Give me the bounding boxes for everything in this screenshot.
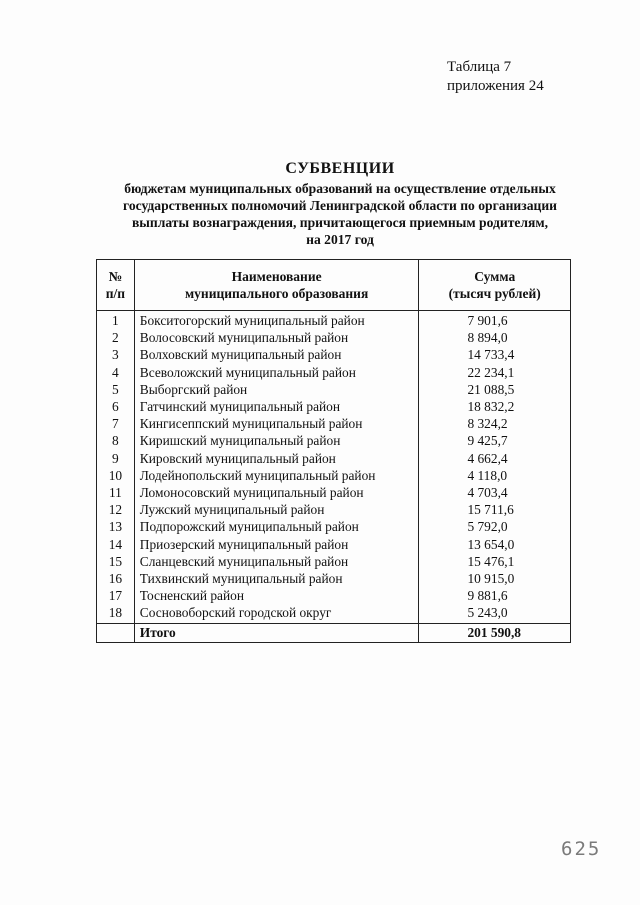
municipality-name: Тосненский район xyxy=(134,587,419,604)
row-number: 3 xyxy=(97,346,135,363)
row-sum: 15 476,1 xyxy=(419,553,571,570)
row-sum: 14 733,4 xyxy=(419,346,571,363)
row-number: 18 xyxy=(97,604,135,623)
table-header-row xyxy=(97,260,571,311)
municipality-name: Приозерский муниципальный район xyxy=(134,536,419,553)
row-number: 1 xyxy=(97,311,135,330)
table-row xyxy=(97,398,571,415)
municipality-name: Выборгский район xyxy=(134,381,419,398)
header-name xyxy=(134,260,419,311)
row-sum: 15 711,6 xyxy=(419,501,571,518)
header-num-line: п/п xyxy=(105,286,126,301)
header-name-line: муниципального образования xyxy=(184,286,369,301)
total-num xyxy=(97,623,135,642)
header-name-line: Наименование xyxy=(231,269,322,284)
table-row xyxy=(97,518,571,535)
total-label: Итого xyxy=(134,623,419,642)
municipality-name: Лодейнопольский муниципальный район xyxy=(134,467,419,484)
row-number: 17 xyxy=(97,587,135,604)
total-row xyxy=(97,623,571,642)
row-number: 6 xyxy=(97,398,135,415)
municipality-name: Волховский муниципальный район xyxy=(134,346,419,363)
municipality-name: Волосовский муниципальный район xyxy=(134,329,419,346)
table-row xyxy=(97,432,571,449)
table-row xyxy=(97,381,571,398)
row-number: 8 xyxy=(97,432,135,449)
heading-line: на 2017 год xyxy=(306,232,374,247)
header-sum-line: (тысяч рублей) xyxy=(448,286,541,301)
municipality-name: Гатчинский муниципальный район xyxy=(134,398,419,415)
row-number: 7 xyxy=(97,415,135,432)
row-sum: 8 324,2 xyxy=(419,415,571,432)
table-row xyxy=(97,570,571,587)
row-sum: 9 881,6 xyxy=(419,587,571,604)
row-sum: 21 088,5 xyxy=(419,381,571,398)
row-number: 11 xyxy=(97,484,135,501)
municipality-name: Бокситогорский муниципальный район xyxy=(134,311,419,330)
table-row xyxy=(97,553,571,570)
row-sum: 5 243,0 xyxy=(419,604,571,623)
municipality-name: Ломоносовский муниципальный район xyxy=(134,484,419,501)
row-number: 13 xyxy=(97,518,135,535)
header-num xyxy=(97,260,135,311)
table-row xyxy=(97,467,571,484)
municipality-name: Всеволожский муниципальный район xyxy=(134,364,419,381)
row-number: 10 xyxy=(97,467,135,484)
table-row xyxy=(97,450,571,467)
table-row xyxy=(97,311,571,330)
heading-line: выплаты вознаграждения, причитающегося приемным родителям, xyxy=(131,215,549,230)
row-number: 15 xyxy=(97,553,135,570)
row-number: 5 xyxy=(97,381,135,398)
row-sum: 4 662,4 xyxy=(419,450,571,467)
heading-line: бюджетам муниципальных образований на осуществление отдельных xyxy=(124,181,556,196)
table-reference xyxy=(447,58,544,96)
appendix-label: приложения 24 xyxy=(447,78,544,94)
heading-title: СУБВЕНЦИИ xyxy=(285,160,395,177)
table-label: Таблица 7 xyxy=(447,59,512,75)
row-sum: 7 901,6 xyxy=(419,311,571,330)
page-number: 625 xyxy=(561,838,602,860)
row-sum: 4 703,4 xyxy=(419,484,571,501)
table-row xyxy=(97,536,571,553)
heading-line: государственных полномочий Ленинградской области по организации xyxy=(122,198,557,213)
table-row xyxy=(97,329,571,346)
row-sum: 5 792,0 xyxy=(419,518,571,535)
table-row xyxy=(97,415,571,432)
row-number: 2 xyxy=(97,329,135,346)
heading-subtitle xyxy=(90,180,590,248)
subsidy-table xyxy=(96,259,571,643)
municipality-name: Тихвинский муниципальный район xyxy=(134,570,419,587)
row-sum: 13 654,0 xyxy=(419,536,571,553)
municipality-name: Сосновоборский городской округ xyxy=(134,604,419,623)
table-row xyxy=(97,364,571,381)
row-sum: 10 915,0 xyxy=(419,570,571,587)
row-number: 9 xyxy=(97,450,135,467)
row-sum: 4 118,0 xyxy=(419,467,571,484)
header-sum-line: Сумма xyxy=(474,269,516,284)
table-row xyxy=(97,346,571,363)
header-sum xyxy=(419,260,571,311)
table-row xyxy=(97,501,571,518)
total-sum: 201 590,8 xyxy=(419,623,571,642)
municipality-name: Кировский муниципальный район xyxy=(134,450,419,467)
municipality-name: Кингисеппский муниципальный район xyxy=(134,415,419,432)
row-number: 16 xyxy=(97,570,135,587)
table-row xyxy=(97,587,571,604)
municipality-name: Лужский муниципальный район xyxy=(134,501,419,518)
row-number: 12 xyxy=(97,501,135,518)
municipality-name: Сланцевский муниципальный район xyxy=(134,553,419,570)
table-row xyxy=(97,484,571,501)
row-sum: 8 894,0 xyxy=(419,329,571,346)
row-sum: 22 234,1 xyxy=(419,364,571,381)
row-sum: 9 425,7 xyxy=(419,432,571,449)
table-body xyxy=(97,311,571,624)
row-number: 14 xyxy=(97,536,135,553)
document-heading xyxy=(90,158,590,248)
municipality-name: Подпорожский муниципальный район xyxy=(134,518,419,535)
table-row xyxy=(97,604,571,623)
row-number: 4 xyxy=(97,364,135,381)
row-sum: 18 832,2 xyxy=(419,398,571,415)
municipality-name: Киришский муниципальный район xyxy=(134,432,419,449)
header-num-line: № xyxy=(108,269,123,284)
